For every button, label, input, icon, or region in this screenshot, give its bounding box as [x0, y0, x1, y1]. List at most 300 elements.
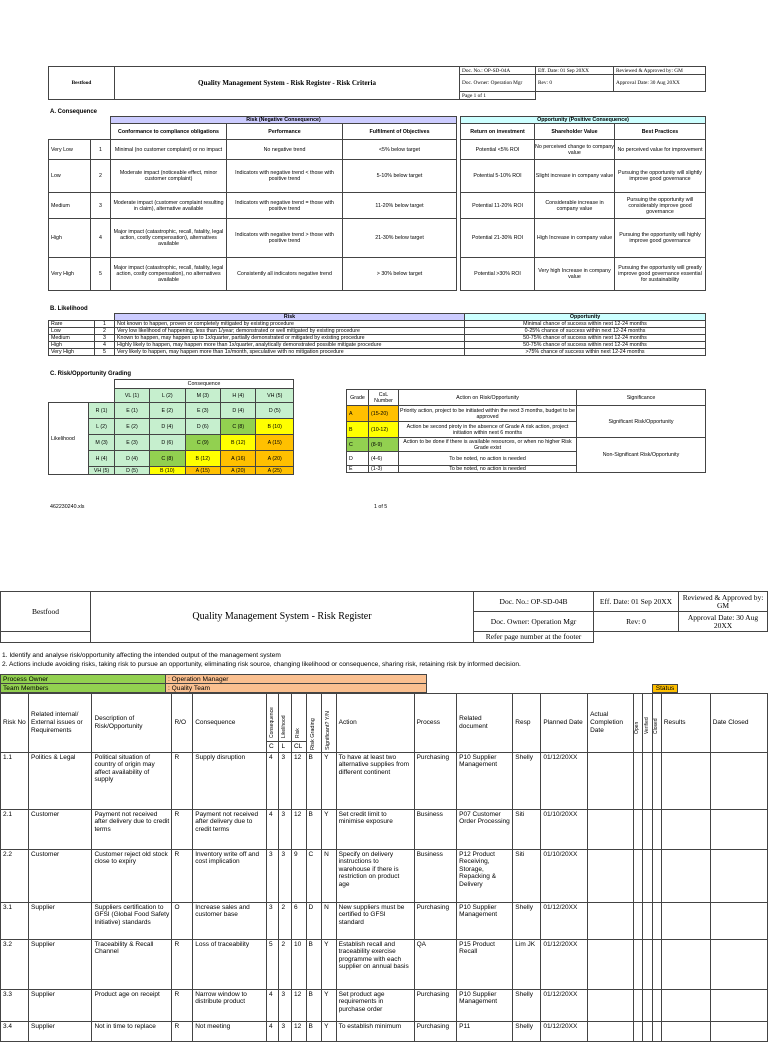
matrix-cell: E (2)	[115, 419, 150, 435]
risk-process: Purchasing	[414, 752, 457, 809]
risk-date-closed	[710, 752, 767, 809]
matrix-cell: A (20)	[256, 451, 294, 467]
risk-grade: B	[306, 1021, 322, 1041]
table-cell: Major impact (catastrophic, recall, fatality, legal action, costly compensation), alternatives available	[111, 219, 227, 258]
risk-verified	[643, 989, 652, 1021]
risk-issue: Politics & Legal	[29, 752, 92, 809]
col-csl-number: CsL Number	[369, 390, 399, 406]
grade-range: (15-20)	[369, 406, 399, 422]
matrix-cell: A (15)	[256, 435, 294, 451]
risk-ro: R	[172, 809, 193, 849]
risk-resp: Shelly	[513, 1021, 541, 1041]
risk-grade: B	[306, 989, 322, 1021]
table-cell: > 30% below target	[343, 258, 457, 291]
risk-issue: Supplier	[29, 1021, 92, 1041]
grade-range: (1-3)	[369, 466, 399, 473]
risk-consequence: Narrow window to distribute product	[193, 989, 267, 1021]
matrix-cell: B (12)	[220, 435, 255, 451]
effective-date: Eff. Date: 01 Sep 20XX	[536, 67, 614, 75]
risk-issue: Customer	[29, 849, 92, 902]
risk-open	[633, 939, 642, 989]
page-count: Page 1 of 1	[460, 92, 536, 100]
risk-cl: 12	[291, 1021, 306, 1041]
doc-number: Doc. No.: OP-SD-04A	[460, 67, 536, 75]
risk-significant: Y	[322, 809, 337, 849]
risk-ro: O	[172, 902, 193, 939]
team-members-label: Team Members	[1, 684, 166, 693]
table-cell: 0-25% chance of success within next 12-24 months	[465, 328, 706, 335]
table-cell: Minimal (no customer complaint) or no impact	[111, 140, 227, 160]
table-cell: Indicators with negative trend = those with positive trend	[227, 193, 343, 219]
risk-open	[633, 809, 642, 849]
risk-l: 3	[279, 752, 291, 809]
risk-closed	[652, 1021, 661, 1041]
risk-l: 3	[279, 1021, 291, 1041]
col-significance: Significance	[577, 390, 706, 406]
risk-document: P07 Customer Order Processing	[457, 809, 513, 849]
col-resp: Resp	[513, 694, 541, 753]
col-consequence: Consequence	[193, 694, 267, 753]
risk-document: P10 Supplier Management	[457, 752, 513, 809]
grade-action: Action to be done if there is available resources, or when no higher Risk Grade exist	[399, 438, 577, 452]
risk-verified	[643, 1021, 652, 1041]
risk-action: New suppliers must be certified to GFSI standard	[336, 902, 414, 939]
consequence-axis-label: Consequence	[115, 380, 294, 389]
col-likelihood-score: Likelihood	[281, 715, 288, 738]
matrix-cell: E (3)	[185, 403, 220, 419]
matrix-cell: D (5)	[256, 403, 294, 419]
risk-cl: 10	[291, 939, 306, 989]
risk-actual-date	[588, 809, 634, 849]
risk-document: P10 Supplier Management	[457, 902, 513, 939]
risk-verified	[643, 939, 652, 989]
table-cell: Moderate impact (noticeable effect, minor customer complaint)	[111, 160, 227, 193]
document-title: Quality Management System - Risk Register - Risk Criteria	[115, 67, 460, 100]
table-cell: Minimal chance of success within next 12-24 months	[465, 321, 706, 328]
approval-date: Approval Date: 30 Aug 20XX	[614, 75, 706, 92]
likelihood-risk-title: Risk	[115, 314, 465, 321]
table-row	[1, 902, 768, 939]
risk-actual-date	[588, 752, 634, 809]
risk-ro: R	[172, 989, 193, 1021]
risk-negative-title: Risk (Negative Consequence)	[111, 117, 457, 124]
matrix-cell: E (1)	[115, 403, 150, 419]
level-number: 3	[91, 193, 111, 219]
effective-date: Eff. Date: 01 Sep 20XX	[594, 592, 679, 612]
table-header-row	[1, 694, 768, 742]
table-cell: No negative trend	[227, 140, 343, 160]
table-cell: Potential 21-30% ROI	[461, 219, 535, 258]
risk-planned-date: 01/12/20XX	[541, 989, 588, 1021]
risk-process: Business	[414, 809, 457, 849]
reviewed-by: Reviewed & Approved by: GM	[679, 592, 768, 612]
grade-action: To be noted, no action is needed	[399, 452, 577, 466]
table-cell: Pursuing the opportunity will highly improve good governance	[615, 219, 706, 258]
risk-c: 4	[267, 1021, 279, 1041]
col-ro: R/O	[172, 694, 193, 753]
col-cl: CL	[291, 742, 306, 753]
col-shareholder: Shareholder Value	[535, 124, 615, 140]
risk-resp: Shelly	[513, 989, 541, 1021]
table-row	[1, 989, 768, 1021]
risk-significant: Y	[322, 752, 337, 809]
risk-results	[661, 809, 710, 849]
risk-planned-date: 01/12/20XX	[541, 902, 588, 939]
grade-action: To be noted, no action is needed	[399, 466, 577, 473]
table-cell: 50-75% chance of success within next 12-24 months	[465, 342, 706, 349]
risk-open	[633, 989, 642, 1021]
risk-document: P15 Product Recall	[457, 939, 513, 989]
risk-l: 3	[279, 989, 291, 1021]
matrix-row-header: M (3)	[89, 435, 115, 451]
matrix-cell: B (10)	[256, 419, 294, 435]
consequence-risk-table	[48, 116, 457, 291]
risk-closed	[652, 902, 661, 939]
risk-results	[661, 752, 710, 809]
risk-closed	[652, 939, 661, 989]
col-best-practices: Best Practices	[615, 124, 706, 140]
col-description: Description of Risk/Opportunity	[92, 694, 172, 753]
footer-page-number: 1 of 5	[374, 504, 388, 510]
col-fulfilment: Fulfilment of Objectives	[343, 124, 457, 140]
risk-ro: R	[172, 1021, 193, 1041]
table-cell: Potential <5% ROI	[461, 140, 535, 160]
risk-grade: B	[306, 809, 322, 849]
matrix-col-header: L (2)	[150, 389, 185, 403]
table-cell: Very low likelihood of happening, less than 1/year; demonstrated or well mitigated by existing procedure	[115, 328, 465, 335]
risk-process: Purchasing	[414, 989, 457, 1021]
risk-no: 3.1	[1, 902, 29, 939]
document-title: Quality Management System - Risk Register	[91, 592, 474, 643]
risk-closed	[652, 989, 661, 1021]
risk-l: 2	[279, 902, 291, 939]
risk-description: Payment not received after delivery due to credit terms	[92, 809, 172, 849]
table-cell: Very likely to happen, may happen more than 1x/month, speculative with no mitigation procedure	[115, 349, 465, 356]
matrix-row-header: H (4)	[89, 451, 115, 467]
risk-no: 2.2	[1, 849, 29, 902]
table-cell: Major impact (catastrophic, recall, fatality, legal action, costly compensation), no alternatives available	[111, 258, 227, 291]
risk-description: Political situation of country of origin may affect availability of supply	[92, 752, 172, 809]
col-performance: Performance	[227, 124, 343, 140]
col-date-closed: Date Closed	[710, 694, 767, 753]
risk-action: Set credit limit to minimise exposure	[336, 809, 414, 849]
grade-range: (10-12)	[369, 422, 399, 438]
process-owner-value: : Operation Manager	[166, 675, 427, 684]
matrix-cell: D (4)	[220, 403, 255, 419]
level-number: 1	[91, 140, 111, 160]
table-cell: 5-10% below target	[343, 160, 457, 193]
table-cell: No perceived change to company value	[535, 140, 615, 160]
risk-consequence: Inventory write off and cost implication	[193, 849, 267, 902]
col-action: Action on Risk/Opportunity	[399, 390, 577, 406]
table-cell: Moderate impact (customer complaint resulting in claim), alternative available	[111, 193, 227, 219]
level-number: 2	[95, 328, 115, 335]
footer-filename: 462230240.xls	[50, 504, 85, 510]
table-cell: Indicators with negative trend < those with positive trend	[227, 160, 343, 193]
matrix-col-header: H (4)	[220, 389, 255, 403]
risk-resp: Shelly	[513, 752, 541, 809]
risk-description: Suppliers certification to GFSI (Global Food Safety Initiative) standards	[92, 902, 172, 939]
matrix-row-header: R (1)	[89, 403, 115, 419]
risk-closed	[652, 849, 661, 902]
status-header: Status	[652, 684, 678, 693]
grading-section-title: C. Risk/Opportunity Grading	[50, 371, 132, 377]
table-cell: Potential 5-10% ROI	[461, 160, 535, 193]
table-cell: Slight increase in company value	[535, 160, 615, 193]
matrix-cell: A (16)	[220, 451, 255, 467]
level-number: 5	[91, 258, 111, 291]
risk-grade: D	[306, 902, 322, 939]
col-roi: Return on investment	[461, 124, 535, 140]
matrix-col-header: VL (1)	[115, 389, 150, 403]
level-label: Very High	[49, 349, 95, 356]
risk-ro: R	[172, 849, 193, 902]
level-label: Low	[49, 160, 91, 193]
risk-l: 3	[279, 849, 291, 902]
risk-open	[633, 849, 642, 902]
owner-team-block	[0, 674, 427, 693]
risk-document: P11	[457, 1021, 513, 1041]
notes	[2, 651, 768, 669]
risk-issue: Supplier	[29, 939, 92, 989]
table-cell: Pursuing the opportunity will slightly improve good governance	[615, 160, 706, 193]
risk-consequence: Not meeting	[193, 1021, 267, 1041]
col-results: Results	[661, 694, 710, 753]
risk-c: 3	[267, 849, 279, 902]
note-line: 2. Actions include avoiding risks, taking risk to pursue an opportunity, eliminating risk source, changing likelihood or consequence, sharing risk, retaining risk by informed decision.	[2, 661, 521, 668]
col-risk-grading: Risk Grading	[309, 718, 316, 750]
risk-action: Specify on delivery instructions to warehouse if there is restriction on product age	[336, 849, 414, 902]
team-members-value: : Quality Team	[166, 684, 427, 693]
table-row	[1, 849, 768, 902]
risk-verified	[643, 849, 652, 902]
level-number: 3	[95, 335, 115, 342]
doc-owner: Doc. Owner: Operation Mgr	[474, 612, 594, 632]
risk-resp: Shelly	[513, 902, 541, 939]
grade-cell: E	[347, 466, 369, 473]
level-number: 4	[91, 219, 111, 258]
risk-closed	[652, 809, 661, 849]
col-consequence-score: Consequence	[268, 707, 275, 738]
risk-c: 5	[267, 939, 279, 989]
grade-cell: A	[347, 406, 369, 422]
matrix-cell: C (8)	[220, 419, 255, 435]
level-label: Rare	[49, 321, 95, 328]
col-process: Process	[414, 694, 457, 753]
risk-process: Business	[414, 849, 457, 902]
level-number: 1	[95, 321, 115, 328]
approval-date: Approval Date: 30 Aug 20XX	[679, 612, 768, 632]
likelihood-section-title: B. Likelihood	[50, 306, 88, 312]
col-actual-date: Actual Completion Date	[588, 694, 634, 753]
table-cell: Pursuing the opportunity will greatly improve good governance essential for sustainability	[615, 258, 706, 291]
matrix-cell: B (10)	[150, 467, 185, 475]
risk-consequence: Payment not received after delivery due to credit terms	[193, 809, 267, 849]
table-cell: No perceived value for improvement	[615, 140, 706, 160]
col-issues: Related internal/ External issues or Requirements	[29, 694, 92, 753]
matrix-cell: B (12)	[185, 451, 220, 467]
level-label: Very High	[49, 258, 91, 291]
matrix-col-header: VH (5)	[256, 389, 294, 403]
risk-issue: Supplier	[29, 989, 92, 1021]
risk-actual-date	[588, 939, 634, 989]
table-cell: >75% chance of success within next 12-24 months	[465, 349, 706, 356]
risk-consequence: Increase sales and customer base	[193, 902, 267, 939]
table-cell: High Increase in company value	[535, 219, 615, 258]
doc-owner: Doc. Owner: Operation Mgr	[460, 75, 536, 92]
company-name: Bestfood	[1, 592, 91, 632]
matrix-cell: D (6)	[185, 419, 220, 435]
matrix-cell: D (5)	[115, 467, 150, 475]
consequence-section-title: A. Consequence	[50, 109, 98, 115]
page-reference: Refer page number at the footer	[474, 632, 594, 643]
risk-no: 1.1	[1, 752, 29, 809]
col-c: C	[267, 742, 279, 753]
grade-action: Action be second piroty in the absence of Grade A risk action, project initiation within next 6 months	[399, 422, 577, 438]
risk-planned-date: 01/12/20XX	[541, 1021, 588, 1041]
risk-date-closed	[710, 809, 767, 849]
risk-planned-date: 01/10/20XX	[541, 809, 588, 849]
table-cell: <5% below target	[343, 140, 457, 160]
risk-action: Set product age requirements in purchase order	[336, 989, 414, 1021]
risk-significant: Y	[322, 989, 337, 1021]
risk-resp: Siti	[513, 849, 541, 902]
risk-open	[633, 902, 642, 939]
risk-description: Customer reject old stock close to expiry	[92, 849, 172, 902]
matrix-cell: C (8)	[150, 451, 185, 467]
matrix-cell: A (25)	[256, 467, 294, 475]
table-cell: Considerable increase in company value	[535, 193, 615, 219]
table-cell: 21-30% below target	[343, 219, 457, 258]
table-cell: Consistently all indicators negative trend	[227, 258, 343, 291]
risk-verified	[643, 902, 652, 939]
risk-date-closed	[710, 849, 767, 902]
risk-planned-date: 01/10/20XX	[541, 849, 588, 902]
col-l: L	[279, 742, 291, 753]
risk-process: Purchasing	[414, 1021, 457, 1041]
table-cell: 11-20% below target	[343, 193, 457, 219]
col-action: Action	[336, 694, 414, 753]
table-cell: Not known to happen, proven or completely mitigated by existing procedure	[115, 321, 465, 328]
risk-results	[661, 849, 710, 902]
doc-number: Doc. No.: OP-SD-04B	[474, 592, 594, 612]
risk-open	[633, 752, 642, 809]
table-row	[1, 752, 768, 809]
risk-significant: Y	[322, 1021, 337, 1041]
table-cell: Potential 11-20% ROI	[461, 193, 535, 219]
risk-results	[661, 1021, 710, 1041]
risk-actual-date	[588, 989, 634, 1021]
risk-results	[661, 902, 710, 939]
level-label: Very Low	[49, 140, 91, 160]
risk-no: 3.2	[1, 939, 29, 989]
risk-document: P10 Supplier Management	[457, 989, 513, 1021]
revision: Rev: 0	[594, 612, 679, 632]
matrix-col-header: M (3)	[185, 389, 220, 403]
risk-c: 4	[267, 989, 279, 1021]
risk-no: 3.3	[1, 989, 29, 1021]
risk-cl: 6	[291, 902, 306, 939]
grade-action: Priority action, project to be initiated within the next 3 months, budget to be approved	[400, 407, 575, 420]
risk-cl: 9	[291, 849, 306, 902]
risk-register-table	[0, 693, 768, 1042]
risk-grade: C	[306, 849, 322, 902]
table-cell: Very high Increase in company value	[535, 258, 615, 291]
matrix-cell: A (15)	[185, 467, 220, 475]
risk-resp: Siti	[513, 809, 541, 849]
note-line: 1. Identify and analyse risk/opportunity affecting the intended output of the management system	[2, 652, 281, 659]
risk-actual-date	[588, 849, 634, 902]
grading-action-table	[346, 389, 706, 473]
risk-open	[633, 1021, 642, 1041]
col-open: Open	[634, 721, 641, 734]
risk-document: P12 Product Receiving, Storage, Repacking & Delivery	[457, 849, 513, 902]
table-cell: Pursuing the opportunity will considerably improve good governance	[615, 193, 706, 219]
risk-results	[661, 989, 710, 1021]
matrix-cell: C (9)	[185, 435, 220, 451]
risk-resp: Lim JK	[513, 939, 541, 989]
table-cell: 50-75% chance of success within next 12-24 months	[465, 335, 706, 342]
risk-action: To establish minimum	[336, 1021, 414, 1041]
matrix-cell: D (6)	[150, 435, 185, 451]
risk-verified	[643, 752, 652, 809]
risk-grade: B	[306, 939, 322, 989]
reviewed-by: Reviewed & Approved by: GM	[614, 67, 706, 75]
company-name: Bestfood	[49, 67, 115, 100]
level-number: 5	[95, 349, 115, 356]
likelihood-opp-title: Opportunity	[465, 314, 706, 321]
risk-issue: Supplier	[29, 902, 92, 939]
table-row	[1, 809, 768, 849]
grade-cell: C	[347, 438, 369, 452]
risk-date-closed	[710, 939, 767, 989]
risk-consequence: Supply disruption	[193, 752, 267, 809]
risk-l: 3	[279, 809, 291, 849]
risk-actual-date	[588, 902, 634, 939]
col-conformance: Conformance to compliance obligations	[111, 124, 227, 140]
level-label: Medium	[49, 193, 91, 219]
risk-planned-date: 01/12/20XX	[541, 752, 588, 809]
level-number: 2	[91, 160, 111, 193]
col-closed: Closed	[652, 718, 659, 734]
risk-date-closed	[710, 902, 767, 939]
risk-process: QA	[414, 939, 457, 989]
matrix-cell: E (3)	[115, 435, 150, 451]
non-significant-label: Non-Significant Risk/Opportunity	[577, 438, 706, 473]
matrix-cell: D (4)	[115, 451, 150, 467]
page2-header	[0, 591, 768, 643]
risk-description: Product age on receipt	[92, 989, 172, 1021]
level-label: Low	[49, 328, 95, 335]
revision: Rev: 0	[536, 75, 614, 92]
grade-range: (4-6)	[369, 452, 399, 466]
col-risk-score: Risk	[294, 728, 301, 738]
col-related-document: Related document	[457, 694, 513, 753]
matrix-cell: D (4)	[150, 419, 185, 435]
grade-cell: B	[347, 422, 369, 438]
risk-ro: R	[172, 939, 193, 989]
col-significant: Significant? Y/N	[325, 710, 332, 750]
matrix-cell: A (20)	[220, 467, 255, 475]
table-row	[1, 1021, 768, 1041]
risk-no: 3.4	[1, 1021, 29, 1041]
risk-cl: 12	[291, 809, 306, 849]
level-label: High	[49, 219, 91, 258]
grade-range: (8-9)	[369, 438, 399, 452]
consequence-opportunity-table	[460, 116, 706, 291]
risk-date-closed	[710, 1021, 767, 1041]
level-number: 4	[95, 342, 115, 349]
